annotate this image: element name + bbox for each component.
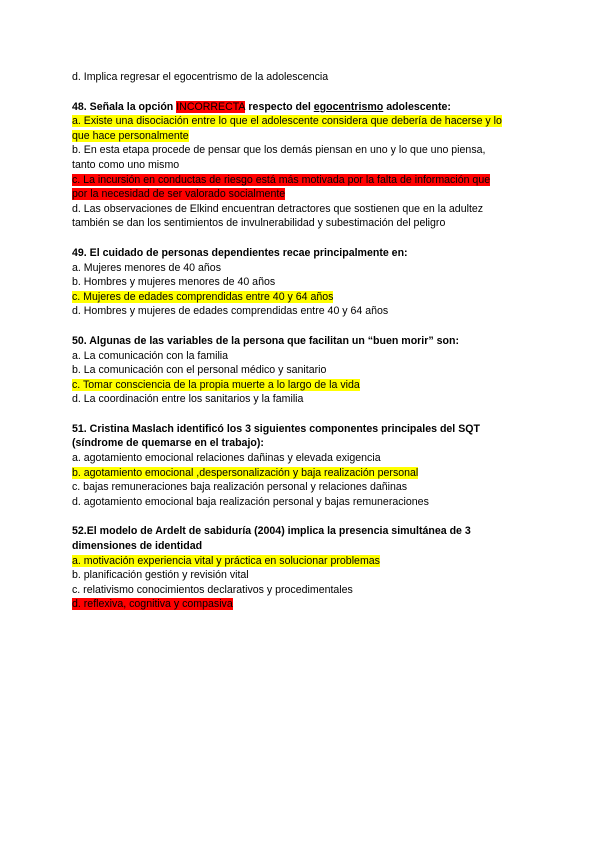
q48-option-b-line2: tanto como uno mismo	[72, 158, 180, 171]
q48-option-c	[72, 173, 532, 188]
q51-option-b: b. agotamiento emocional ,despersonalización y baja realización personal	[72, 466, 419, 479]
question-50	[72, 334, 532, 407]
q51-option-c: c. bajas remuneraciones baja realización personal y relaciones dañinas	[72, 481, 408, 494]
q52-option-b: b. planificación gestión y revisión vital	[72, 569, 249, 582]
q49-option-b: b. Hombres y mujeres menores de 40 años	[72, 276, 276, 289]
question-49-title: 49. El cuidado de personas dependientes recae principalmente en:	[72, 246, 408, 259]
q48-option-b-line1: b. En esta etapa procede de pensar que los demás piensan en uno y lo que uno piensa,	[72, 144, 486, 157]
question-51-title-line2: (síndrome de quemarse en el trabajo):	[72, 437, 264, 450]
q50-option-a: a. La comunicación con la familia	[72, 349, 229, 362]
q51-option-b-row	[72, 466, 532, 481]
question-48	[72, 100, 532, 231]
q48-option-a-cont	[72, 129, 532, 144]
question-52-title-line2: dimensiones de identidad	[72, 540, 203, 553]
q48-option-c-cont	[72, 187, 532, 202]
question-49	[72, 246, 532, 319]
q50-option-d: d. La coordinación entre los sanitarios y la familia	[72, 393, 304, 406]
q52-option-d: d. reflexiva, cognitiva y compasiva	[72, 598, 233, 611]
q48-title-pre: 48. Señala la opción	[72, 100, 177, 113]
q48-option-a-line1: a. Existe una disociación entre lo que el adolescente considera que debería de hacerse y lo	[72, 115, 502, 128]
q49-option-a: a. Mujeres menores de 40 años	[72, 261, 221, 274]
q52-option-c: c. relativismo conocimientos declarativos y procedimentales	[72, 583, 353, 596]
q48-title-underlined: egocentrismo	[313, 100, 384, 113]
q52-option-d-row	[72, 597, 532, 612]
q48-option-a	[72, 114, 532, 129]
document-content	[72, 70, 532, 612]
q49-option-c-row	[72, 290, 532, 305]
q51-option-a: a. agotamiento emocional relaciones dañinas y elevada exigencia	[72, 452, 381, 465]
q48-option-c-line2: por la necesidad de ser valorado socialmente	[72, 188, 286, 201]
q48-option-d-line2: también se dan los sentimientos de invulnerabilidad y subestimación del peligro	[72, 217, 446, 230]
question-52	[72, 524, 532, 612]
q52-option-a-row	[72, 554, 532, 569]
q51-option-d: d. agotamiento emocional baja realización personal y bajas remuneraciones	[72, 495, 429, 508]
q50-option-b: b. La comunicación con el personal médico y sanitario	[72, 364, 327, 377]
previous-answer-d: d. Implica regresar el egocentrismo de la adolescencia	[72, 71, 329, 83]
q48-option-d-line1: d. Las observaciones de Elkind encuentran detractores que sostienen que en la adultez	[72, 202, 484, 215]
q52-option-a: a. motivación experiencia vital y práctica en solucionar problemas	[72, 554, 380, 567]
question-48-title	[72, 100, 532, 115]
question-51-title-line1: 51. Cristina Maslach identificó los 3 siguientes componentes principales del SQT	[72, 422, 480, 435]
q49-option-c: c. Mujeres de edades comprendidas entre 40 y 64 años	[72, 290, 334, 303]
q48-option-a-line2: que hace personalmente	[72, 129, 189, 142]
q48-title-mid: respecto del	[245, 100, 314, 113]
question-52-title-line1: 52.El modelo de Ardelt de sabiduría (2004) implica la presencia simultánea de 3	[72, 525, 471, 538]
q49-option-d: d. Hombres y mujeres de edades comprendidas entre 40 y 64 años	[72, 305, 389, 318]
q50-option-c-row	[72, 378, 532, 393]
q48-title-post: adolescente:	[383, 100, 451, 113]
q48-incorrect-flag: INCORRECTA	[176, 100, 246, 113]
q48-option-c-line1: c. La incursión en conductas de riesgo está más motivada por la falta de información que	[72, 173, 491, 186]
question-50-title: 50. Algunas de las variables de la persona que facilitan un “buen morir” son:	[72, 334, 459, 347]
question-51	[72, 422, 532, 510]
q50-option-c: c. Tomar consciencia de la propia muerte a lo largo de la vida	[72, 378, 360, 391]
